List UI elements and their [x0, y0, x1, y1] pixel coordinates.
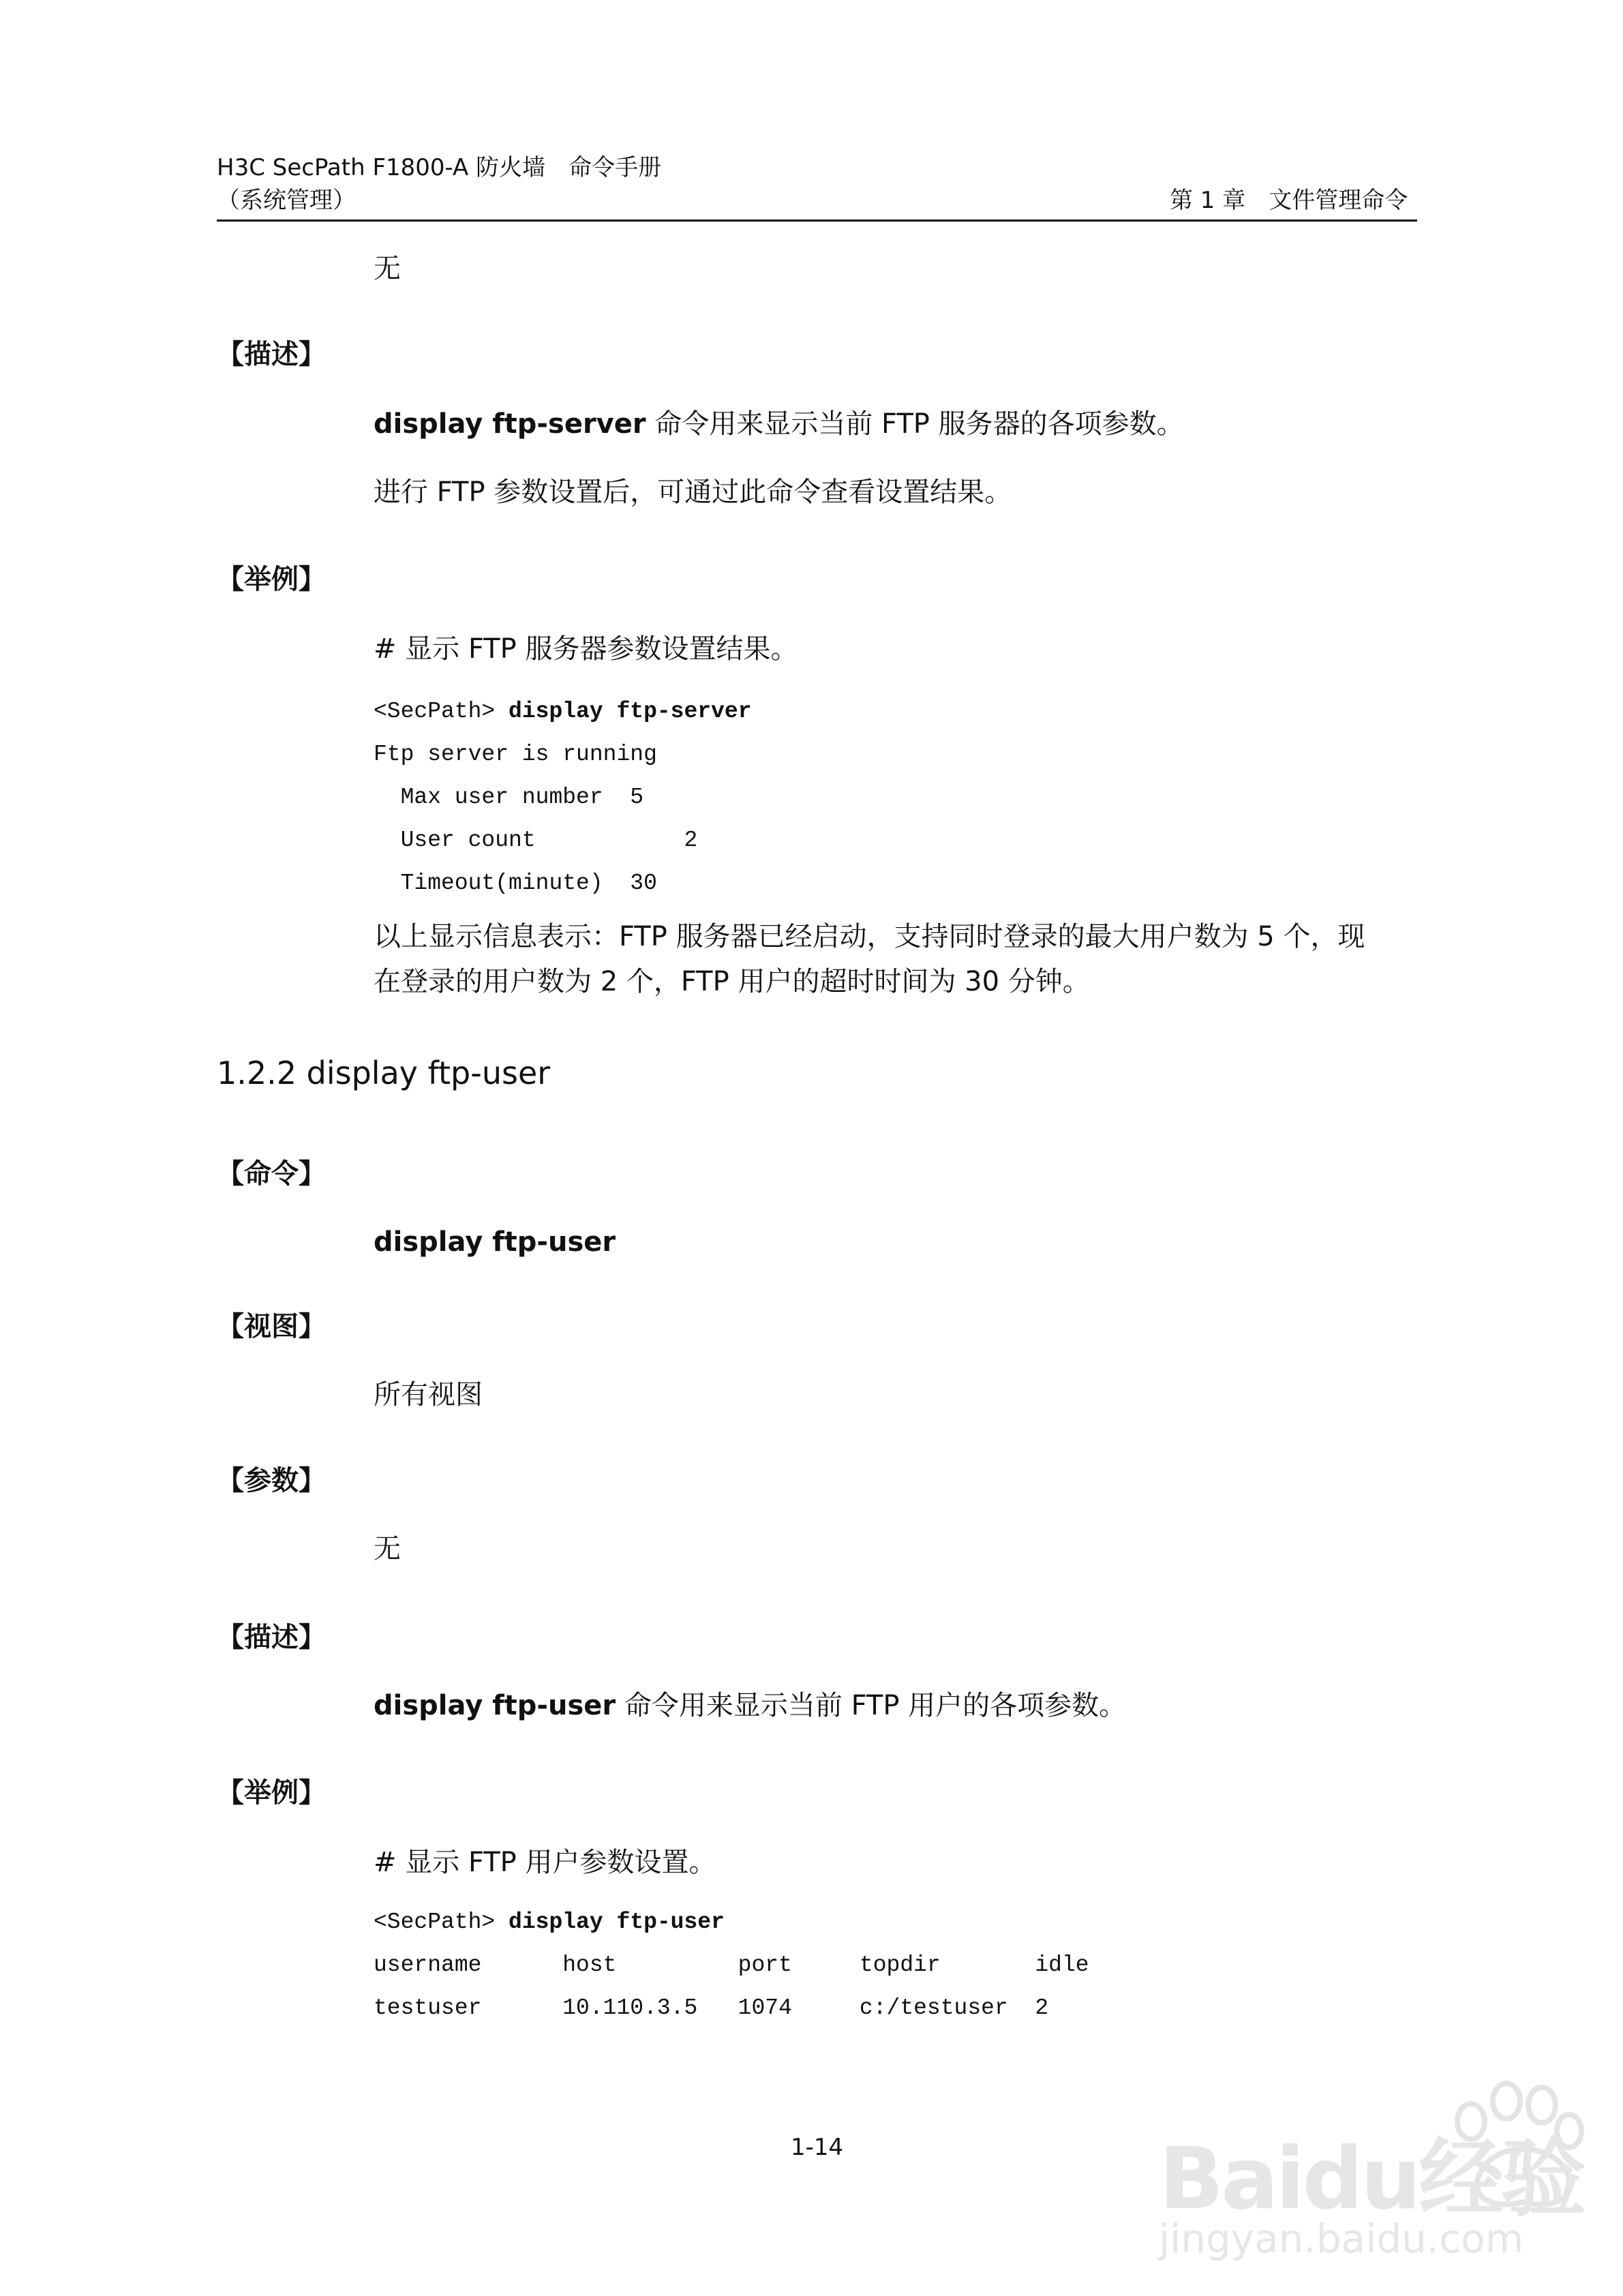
header-subtitle: （系统管理） [217, 187, 356, 214]
params-label: 【参数】 [217, 1465, 326, 1496]
table-row: testuser 10.110.3.5 1074 c:/testuser 2 [374, 1995, 1049, 2021]
header-rule [217, 220, 1417, 222]
code-prompt: <SecPath> [374, 1909, 509, 1935]
page-number: 1-14 [791, 2134, 844, 2161]
command-label: 【命令】 [217, 1158, 326, 1190]
desc-rest: 命令用来显示当前 FTP 用户的各项参数。 [616, 1690, 1127, 1721]
desc-line1 [374, 1688, 1126, 1723]
desc-label: 【描述】 [217, 339, 326, 370]
watermark-site: jingyan.baidu.com [1159, 2216, 1524, 2262]
view-label: 【视图】 [217, 1311, 326, 1342]
explain-line1: 以上显示信息表示：FTP 服务器已经启动，支持同时登录的最大用户数为 5 个，现 [374, 921, 1365, 952]
code-prompt-line [374, 1909, 725, 1936]
code-prompt-line [374, 698, 752, 725]
example-label: 【举例】 [217, 1777, 326, 1809]
watermark-brand: Baidu经验 [1159, 2130, 1583, 2229]
code-command: display ftp-server [509, 699, 752, 724]
example-label: 【举例】 [217, 564, 326, 595]
desc-label: 【描述】 [217, 1622, 326, 1653]
params-value: 无 [374, 1533, 401, 1565]
desc-command: display ftp-server [374, 408, 646, 440]
table-header: username host port topdir idle [374, 1952, 1089, 1978]
command-value: display ftp-user [374, 1226, 616, 1258]
desc-line1 [374, 406, 1184, 442]
params-value: 无 [374, 253, 401, 284]
header-chapter: 第 1 章 文件管理命令 [1170, 187, 1408, 214]
desc-command: display ftp-user [374, 1690, 616, 1721]
header-title: H3C SecPath F1800-A 防火墙 命令手册 [217, 154, 662, 181]
example-intro: # 显示 FTP 用户参数设置。 [374, 1847, 716, 1878]
example-intro: # 显示 FTP 服务器参数设置结果。 [374, 633, 798, 665]
section-title: 1.2.2 display ftp-user [217, 1055, 551, 1091]
explain-line2: 在登录的用户数为 2 个，FTP 用户的超时时间为 30 分钟。 [374, 966, 1090, 997]
code-line: Timeout(minute) 30 [374, 871, 657, 896]
code-line: User count 2 [374, 828, 698, 853]
code-command: display ftp-user [509, 1909, 725, 1935]
code-line: Ftp server is running [374, 742, 657, 767]
view-value: 所有视图 [374, 1379, 483, 1410]
code-line: Max user number 5 [374, 785, 644, 810]
desc-line2: 进行 FTP 参数设置后，可通过此命令查看设置结果。 [374, 477, 1012, 508]
desc-rest: 命令用来显示当前 FTP 服务器的各项参数。 [646, 408, 1184, 440]
code-prompt: <SecPath> [374, 699, 509, 724]
